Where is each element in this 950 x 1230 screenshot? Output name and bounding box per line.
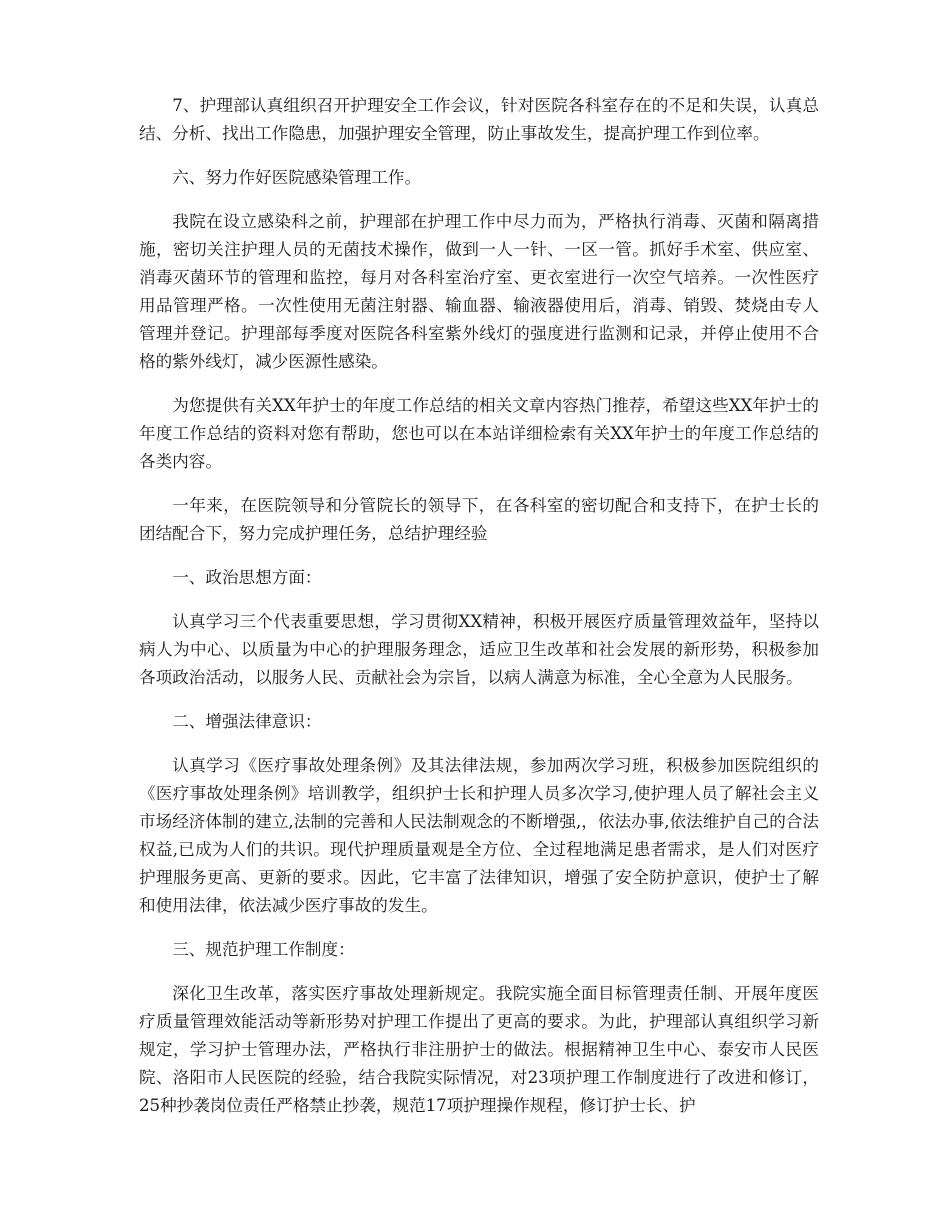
heading-legal: 二、增强法律意识： <box>172 712 322 731</box>
paragraph-standards: 深化卫生改革，落实医疗事故处理新规定。我院实施全面目标管理责任制、开展年度医疗质量管理效能活动等新形势对护理工作提出了更高的要求。为此，护理部认真组织学习新规定，学习护士管理办法，严格执行非注册护士的做法。根据精神卫生中心、泰安市人民医院、洛阳市人民医院的经验，结合我院实际情况，对23项护理工作制度进行了改进和修订，25种抄袭岗位责任严格禁止抄袭，规范17项护理操作规程，修订护士长、护 <box>139 984 819 1115</box>
paragraph-item-7: 7、护理部认真组织召开护理安全工作会议，针对医院各科室存在的不足和失误，认真总结、分析、找出工作隐患，加强护理安全管理，防止事故发生，提高护理工作到位率。 <box>139 96 819 143</box>
paragraph-recommendation: 为您提供有关XX年护士的年度工作总结的相关文章内容热门推荐，希望这些XX年护士的年度工作总结的资料对您有帮助，您也可以在本站详细检索有关XX年护士的年度工作总结的各类内容。 <box>139 396 819 471</box>
heading-section-6: 六、努力作好医院感染管理工作。 <box>172 168 422 187</box>
document-page <box>139 92 819 1136</box>
heading-standards: 三、规范护理工作制度： <box>172 940 355 959</box>
paragraph-infection-control: 我院在设立感染科之前，护理部在护理工作中尽力而为，严格执行消毒、灭菌和隔离措施，密切关注护理人员的无菌技术操作，做到一人一针、一区一管。抓好手术室、供应室、消毒灭菌环节的管理和监控，每月对各科室治疗室、更衣室进行一次空气培养。一次性医疗用品管理严格。一次性使用无菌注射器、输血器、输液器使用后，消毒、销毁、焚烧由专人管理并登记。护理部每季度对医院各科室紫外线灯的强度进行监测和记录，并停止使用不合格的紫外线灯，减少医源性感染。 <box>139 212 819 371</box>
paragraph-intro: 一年来，在医院领导和分管院长的领导下，在各科室的密切配合和支持下，在护士长的团结配合下，努力完成护理任务，总结护理经验 <box>139 496 819 543</box>
heading-political: 一、政治思想方面： <box>172 568 322 587</box>
paragraph-political: 认真学习三个代表重要思想，学习贯彻XX精神，积极开展医疗质量管理效益年，坚持以病人为中心、以质量为中心的护理服务理念，适应卫生改革和社会发展的新形势，积极参加各项政治活动，以服务人民、贡献社会为宗旨，以病人满意为标准，全心全意为人民服务。 <box>139 612 819 687</box>
paragraph-legal: 认真学习《医疗事故处理条例》及其法律法规，参加两次学习班，积极参加医院组织的《医疗事故处理条例》培训教学，组织护士长和护理人员多次学习,使护理人员了解社会主义市场经济体制的建立,法制的完善和人民法制观念的不断增强,，依法办事,依法维护自己的合法权益,已成为人们的共识。现代护理质量观是全方位、全过程地满足患者需求，是人们对医疗护理服务更高、更新的要求。因此，它丰富了法律知识，增强了安全防护意识，使护士了解和使用法律，依法减少医疗事故的发生。 <box>139 756 819 915</box>
